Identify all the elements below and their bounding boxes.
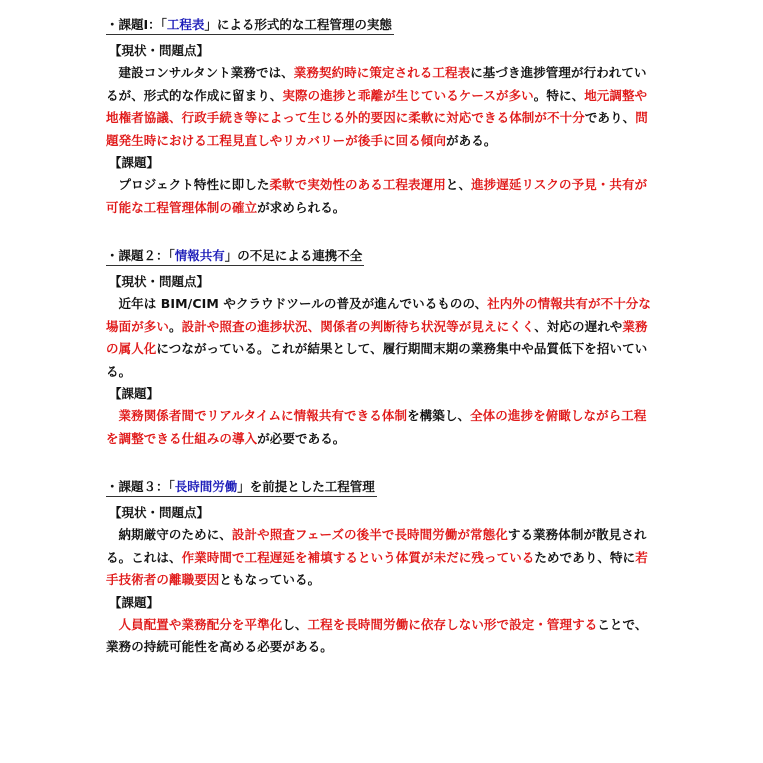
task-label: 【課題】 — [109, 594, 160, 610]
task-paragraph — [106, 405, 658, 450]
heading-keyword: 工程表 — [166, 17, 205, 32]
status-paragraph — [106, 62, 658, 152]
heading-suffix: 」の不足による連携不全 — [224, 248, 363, 263]
text-segment: 、対応の遅れや — [534, 318, 623, 334]
text-segment: し、 — [282, 616, 308, 632]
text-segment: と、 — [445, 177, 472, 192]
heading-prefix: ・課題２：「 — [106, 248, 175, 263]
text-segment: を構築し、 — [407, 408, 471, 423]
text-segment: 。 — [169, 318, 182, 334]
highlight-segment: 進捗遅延リスクの予見・共有が可能な工程管理体制の確立 — [106, 177, 648, 215]
status-label: 【現状・問題点】 — [109, 274, 210, 289]
text-segment: プロジェクト特性に即した — [118, 177, 270, 192]
highlight-segment: 業務関係者間でリアルタイムに情報共有できる体制 — [118, 408, 408, 423]
status-label: 【現状・問題点】 — [109, 505, 210, 520]
highlight-segment: 地元調整や地権者協議、行政手続き等によって生じる外的要因に柔軟に対応できる体制が不十分 — [106, 87, 648, 125]
text-segment: につながっている。これが結果として、履行期間末期の業務集中や品質低下を招いている。 — [106, 341, 648, 379]
section-heading — [106, 16, 394, 35]
highlight-segment: 実際の進捗と乖離が生じているケースが多い — [282, 87, 534, 103]
text-segment: が求められる。 — [257, 199, 346, 215]
text-segment: であり、 — [584, 110, 636, 125]
section-heading — [106, 247, 364, 266]
text-segment: する業務体制が散見される。これは、 — [106, 527, 647, 565]
heading-suffix: 」による形式的な工程管理の実態 — [204, 17, 392, 32]
text-segment: ことで、業務の持続可能性を高める必要がある。 — [106, 616, 648, 654]
text-segment: がある。 — [446, 132, 497, 148]
highlight-segment: 業務契約時に策定される工程表 — [293, 65, 471, 80]
text-segment: 納期厳守のために、 — [118, 527, 232, 542]
section-heading — [106, 478, 377, 497]
task-paragraph — [106, 174, 658, 219]
heading-keyword: 情報共有 — [174, 248, 225, 263]
text-segment: 。特に、 — [533, 87, 585, 103]
status-paragraph — [106, 524, 658, 592]
status-label: 【現状・問題点】 — [109, 43, 210, 58]
highlight-segment: 設計や照査フェーズの後半で長時間労働が常態化 — [231, 527, 508, 542]
highlight-segment: 工程を長時間労働に依存しない形で設定・管理する — [307, 616, 598, 632]
text-segment: 建設コンサルタント業務では、 — [118, 65, 294, 80]
text-segment: 近年は BIM/CIM やクラウドツールの普及が進んでいるものの、 — [118, 296, 488, 311]
issue-section-2 — [106, 245, 658, 450]
highlight-segment: 作業時間で工程遅延を補填するという体質が未だに残っている — [181, 549, 535, 565]
status-paragraph — [106, 293, 658, 383]
text-segment: が必要である。 — [257, 430, 346, 446]
highlight-segment: 設計や照査の進捗状況、関係者の判断待ち状況等が見えにくく — [181, 318, 535, 334]
task-label: 【課題】 — [109, 155, 160, 170]
task-label: 【課題】 — [109, 386, 160, 401]
highlight-segment: 柔軟で実効性のある工程表運用 — [269, 177, 446, 192]
highlight-segment: 社内外の情報共有が不十分な場面が多い — [106, 296, 652, 334]
document-page — [106, 14, 658, 685]
highlight-segment: 問題発生時における工程見直しやリカバリーが後手に回る傾向 — [106, 110, 648, 148]
text-segment: ともなっている。 — [219, 572, 321, 587]
heading-prefix: ・課題Ⅰ：「 — [106, 17, 167, 32]
text-segment: ためであり、特に — [534, 549, 636, 565]
issue-section-1 — [106, 14, 658, 219]
heading-keyword: 長時間労働 — [174, 479, 238, 494]
highlight-segment: 全体の進捗を俯瞰しながら工程を調整できる仕組みの導入 — [106, 408, 647, 446]
heading-suffix: 」を前提とした工程管理 — [237, 479, 375, 494]
highlight-segment: 人員配置や業務配分を平準化 — [118, 616, 283, 632]
highlight-segment: 若手技術者の離職要因 — [106, 549, 648, 587]
highlight-segment: 業務の属人化 — [106, 318, 648, 356]
text-segment: に基づき進捗管理が行われているが、形式的な作成に留まり、 — [106, 65, 647, 103]
task-paragraph — [106, 614, 658, 659]
issue-section-3 — [106, 476, 658, 659]
heading-prefix: ・課題３：「 — [106, 479, 175, 494]
